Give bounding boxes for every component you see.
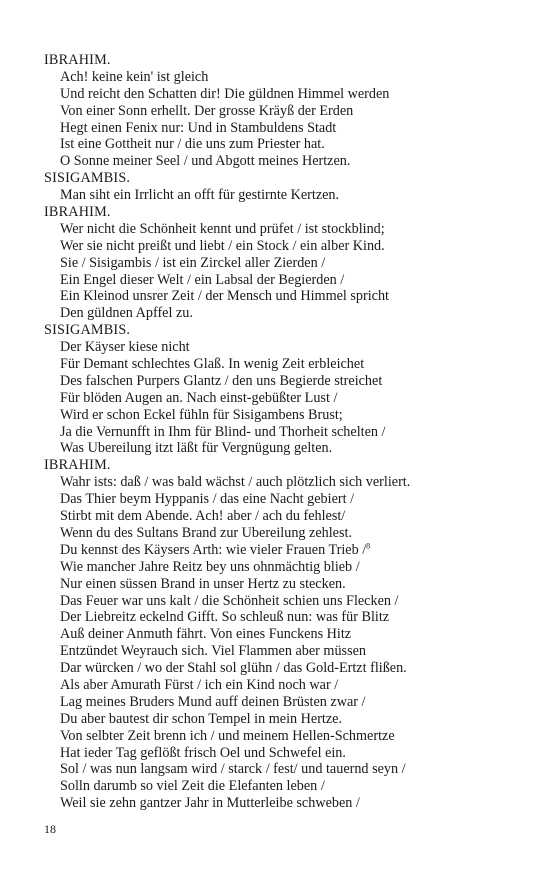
- verse-line: Wer nicht die Schönheit kennt und prüfet / ist stockblind;: [60, 220, 385, 237]
- speech-block: [44, 52, 514, 170]
- speaker-name: IBRAHIM.: [44, 52, 111, 68]
- verse-line: Dar würcken / wo der Stahl sol glühn / das Gold-Ertzt flißen.: [60, 660, 407, 677]
- verse-line: Hat ieder Tag geflößt frisch Oel und Schwefel ein.: [60, 744, 346, 761]
- verse-line-with-footnote: [44, 542, 514, 559]
- verse-line: Das Feuer war uns kalt / die Schönheit schien uns Flecken /: [60, 592, 399, 609]
- verse-line: Wie mancher Jahre Reitz bey uns ohnmächtig blieb /: [60, 558, 360, 575]
- speaker-name: SISIGAMBIS.: [44, 170, 131, 187]
- verse-line: Von selbter Zeit brenn ich / und meinem Hellen-Schmertze: [60, 727, 395, 744]
- verse-line: Solln darumb so viel Zeit die Elefanten leben /: [60, 778, 325, 795]
- verse-line: Ja die Vernunfft in Ihm für Blind- und Thorheit schelten /: [60, 423, 386, 440]
- verse-line: Stirbt mit dem Abende. Ach! aber / ach du fehlest/: [60, 508, 346, 525]
- verse-text: Du kennst des Käysers Arth: wie vieler Frauen Trieb /: [60, 541, 367, 558]
- verse-line: Auß deiner Anmuth fährt. Von eines Funckens Hitz: [60, 626, 352, 643]
- verse-line: Als aber Amurath Fürst / ich ein Kind noch war /: [60, 676, 339, 693]
- verse-line: Entzündet Weyrauch sich. Viel Flammen aber müssen: [60, 643, 366, 660]
- verse-line: Sie / Sisigambis / ist ein Zirckel aller Zierden /: [60, 254, 326, 271]
- verse-line: Des falschen Purpers Glantz / den uns Begierde streichet: [60, 372, 383, 389]
- verse-line: Ein Kleinod unsrer Zeit / der Mensch und Himmel spricht: [60, 288, 390, 305]
- verse-line: Das Thier beym Hyppanis / das eine Nacht gebiert /: [60, 491, 355, 508]
- verse-line: Von einer Sonn erhellt. Der grosse Kräyß der Erden: [60, 102, 354, 119]
- verse-line: Wer sie nicht preißt und liebt / ein Stock / ein alber Kind.: [60, 237, 385, 254]
- verse-line: Man siht ein Irrlicht an offt für gestirnte Kertzen.: [60, 187, 340, 204]
- verse-line: Was Ubereilung itzt läßt für Vergnügung gelten.: [60, 440, 333, 457]
- verse-line: O Sonne meiner Seel / und Abgott meines Hertzen.: [60, 153, 351, 170]
- verse-line: Der Liebreitz eckelnd Gifft. So schleuß nun: was für Blitz: [60, 609, 390, 626]
- verse-line: Und reicht den Schatten dir! Die güldnen Himmel werden: [60, 85, 390, 102]
- verse-line: Sol / was nun langsam wird / starck / fest/ und tauernd seyn /: [60, 761, 406, 778]
- speaker-name: SISIGAMBIS.: [44, 322, 131, 339]
- footnote-marker: 8: [366, 541, 371, 551]
- speech-block: [44, 170, 514, 204]
- speech-block: [44, 322, 514, 457]
- speaker-name: IBRAHIM.: [44, 204, 111, 221]
- verse-line: Ist eine Gottheit nur / die uns zum Priester hat.: [60, 136, 325, 153]
- page-number: 18: [44, 822, 56, 836]
- verse-line: Ach! keine kein' ist gleich: [60, 68, 209, 85]
- verse-line: Lag meines Bruders Mund auff deinen Brüsten zwar /: [60, 693, 366, 710]
- verse-line: Für blöden Augen an. Nach einst-gebüßter Lust /: [60, 389, 338, 406]
- verse-line: Wird er schon Eckel fühln für Sisigambens Brust;: [60, 406, 343, 423]
- verse-line: Nur einen süssen Brand in unser Hertz zu stecken.: [60, 575, 346, 592]
- verse-line: Wahr ists: daß / was bald wächst / auch plötzlich sich verliert.: [60, 474, 411, 491]
- verse-line: Den güldnen Apffel zu.: [60, 305, 193, 322]
- verse-line: Hegt einen Fenix nur: Und in Stambuldens Stadt: [60, 119, 337, 136]
- speech-block: [44, 204, 514, 322]
- verse-line: Der Käyser kiese nicht: [60, 339, 190, 356]
- verse-line: Für Demant schlechtes Glaß. In wenig Zeit erbleichet: [60, 356, 365, 373]
- speaker-name: IBRAHIM.: [44, 457, 111, 474]
- verse-line: Du aber bautest dir schon Tempel in mein Hertze.: [60, 710, 343, 727]
- verse-line: Ein Engel dieser Welt / ein Labsal der Begierden /: [60, 271, 345, 288]
- verse-line: Wenn du des Sultans Brand zur Ubereilung zehlest.: [60, 524, 352, 541]
- verse-line: Weil sie zehn gantzer Jahr in Mutterleibe schweben /: [60, 795, 360, 812]
- play-text: [44, 52, 514, 812]
- speech-block: [44, 457, 514, 812]
